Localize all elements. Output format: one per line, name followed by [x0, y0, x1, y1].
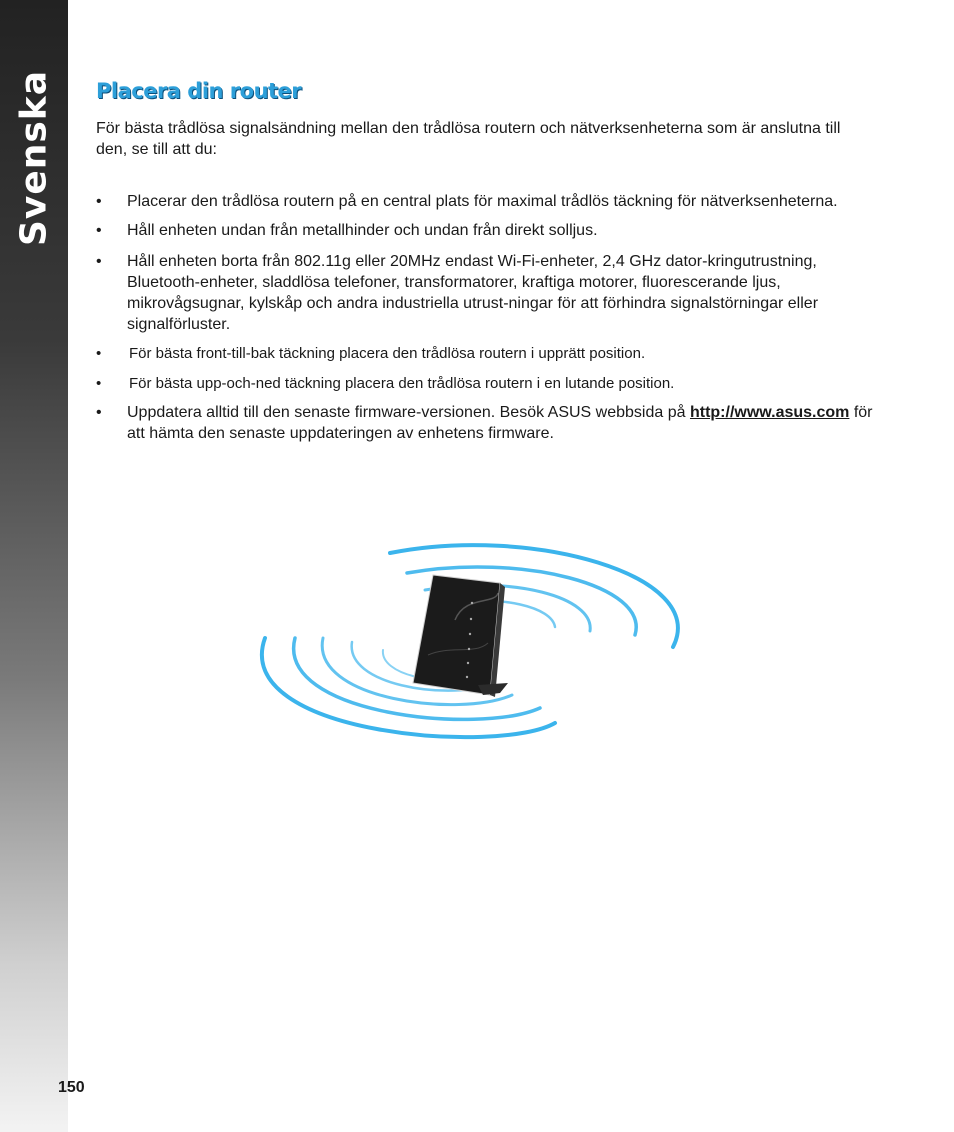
asus-website-link[interactable]: http://www.asus.com — [689, 404, 850, 421]
tip-central-placement: • Placerar den trådlösa routern på en central plats för maximal trådlös täckning för nätverksenheterna. — [96, 191, 876, 212]
tip-tilted-position: • För bästa upp-och-ned täckning placera den trådlösa routern i en lutande position. — [96, 373, 876, 394]
intro-paragraph: För bästa trådlösa signalsändning mellan den trådlösa routern och nätverksenheterna som är anslutna till den, se till att du: — [96, 120, 841, 158]
page-number: 150 — [58, 1079, 85, 1096]
language-label: Svenska — [13, 69, 55, 247]
tip-avoid-interference: • Håll enheten borta från 802.11g eller 20MHz endast Wi-Fi-enheter, 2,4 GHz dator-kringutrustning, Bluetooth-enheter, sladdlösa telefoner, transformatorer, kraftiga motorer, fluorescerande ljus, mikrovågsugnar, kylskåp och andra industriella utrust-ningar för att förhindra signalstörningar eller signalförluster. — [96, 251, 876, 335]
section-title: Placera din router — [96, 79, 302, 103]
tip-upright-position: • För bästa front-till-bak täckning placera den trådlösa routern i upprätt position. — [96, 343, 876, 364]
firmware-text-after: för att hämta den senaste uppdateringen av enhetens firmware. — [127, 404, 873, 442]
placement-tips-list — [96, 191, 876, 444]
tip-avoid-metal: • Håll enheten undan från metallhinder och undan från direkt solljus. — [96, 220, 876, 241]
tip-update-firmware — [96, 402, 876, 444]
signal-waves-left — [262, 638, 555, 737]
router-wireless-coverage-illustration — [250, 535, 690, 745]
language-side-tab — [0, 0, 68, 1132]
firmware-text-before: Uppdatera alltid till den senaste firmware-versionen. Besök ASUS webbsida på — [127, 404, 690, 421]
router-device — [413, 575, 508, 697]
